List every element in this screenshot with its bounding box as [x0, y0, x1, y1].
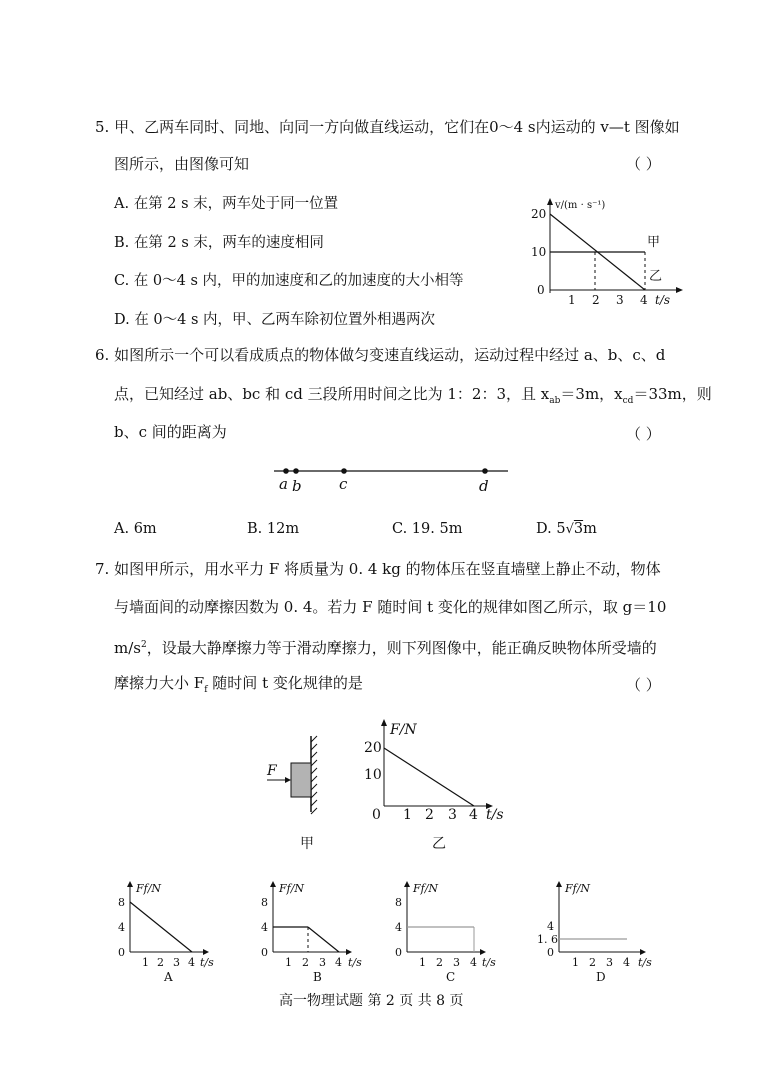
q5-ytick-20: 20: [531, 207, 547, 221]
q5-xtick-2: 2: [592, 293, 600, 307]
q7-b-xtick-4: 4: [335, 956, 342, 969]
q7-choice-d-graph[interactable]: [535, 878, 660, 968]
q7-yi-ytick-10: 10: [364, 767, 382, 783]
q5-xtick-3: 3: [616, 293, 624, 307]
q7-b-xlabel: t/s: [348, 956, 362, 969]
q7-b-xtick-3: 3: [319, 956, 326, 969]
q5-stem-line1: 5. 甲、乙两车同时、同地、向同一方向做直线运动，它们在0～4 s内运动的 v—t 图像如: [95, 118, 680, 136]
q7-a-xtick-1: 1: [142, 956, 149, 969]
q7-a-xlabel: t/s: [200, 956, 214, 969]
q7-c-xtick-2: 2: [436, 956, 443, 969]
q7-yi-ylabel: F/N: [390, 722, 417, 738]
q5-label-yi: 乙: [649, 269, 663, 284]
q7-caption-a: A: [164, 970, 173, 984]
q7-caption-jia: 甲: [300, 836, 314, 852]
q6-label-c: c: [339, 475, 348, 493]
q7-choice-a-graph[interactable]: [114, 878, 224, 968]
q7-yi-xtick-1: 1: [403, 807, 412, 823]
q7-caption-d: D: [596, 970, 606, 984]
q7-d-xtick-3: 3: [606, 956, 613, 969]
q7-stem-line3: [114, 636, 657, 657]
q7-b-ytick-8: 8: [261, 896, 268, 909]
q7-fig-jia: [265, 736, 335, 816]
q7-stem-line1: 7. 如图甲所示，用水平力 F 将质量为 0. 4 kg 的物体压在竖直墙壁上静止不动，物体: [95, 560, 661, 578]
q5-stem-line2: 图所示，由图像可知: [114, 155, 250, 173]
q7-force-label: F: [267, 763, 277, 779]
q5-option-d[interactable]: D. 在 0～4 s 内，甲、乙两车除初位置外相遇两次: [114, 312, 436, 328]
q7-yi-xtick-3: 3: [448, 807, 457, 823]
q5-ytick-0: 0: [537, 283, 545, 297]
q7-caption-b: B: [313, 970, 322, 984]
q7-c-ytick-4: 4: [395, 921, 402, 934]
q7-block: [291, 763, 311, 797]
q6-label-d: d: [479, 477, 489, 495]
q6-line-diagram: [272, 460, 512, 500]
q7-choice-c-graph[interactable]: [391, 878, 501, 968]
q7-d-xtick-4: 4: [623, 956, 630, 969]
q7-d-ylabel: Ff/N: [565, 882, 591, 895]
q7-c-ylabel: Ff/N: [413, 882, 439, 895]
q7-caption-c: C: [446, 970, 456, 984]
q7-b-ytick-4: 4: [261, 921, 268, 934]
q7-a-ytick-4: 4: [118, 921, 125, 934]
q7-yi-xtick-4: 4: [469, 807, 478, 823]
q6-option-d-coef: D. 5: [536, 521, 566, 537]
q7-fig-yi: [360, 718, 510, 828]
q6-label-a: a: [279, 475, 288, 493]
q7-stem-line2: 与墙面间的动摩擦因数为 0. 4。若力 F 随时间 t 变化的规律如图乙所示，取 g＝10: [114, 598, 667, 616]
q7-line4-start: 摩擦力大小 F: [114, 674, 205, 692]
q6-stem-line1: 6. 如图所示一个可以看成质点的物体做匀变速直线运动，运动过程中经过 a、b、c、d: [95, 346, 666, 364]
q7-yi-xlabel: t/s: [486, 807, 504, 823]
q6-line2-mid: ＝3m，x: [560, 385, 623, 403]
q7-a-ytick-0: 0: [118, 946, 125, 959]
q7-line3-rest: ，设最大静摩擦力等于滑动摩擦力，则下列图像中，能正确反映物体所受墙的: [146, 639, 657, 657]
q7-c-xtick-1: 1: [419, 956, 426, 969]
q5-ylabel: v/(m · s⁻¹): [555, 200, 606, 211]
q7-d-xtick-2: 2: [589, 956, 596, 969]
q6-sub-ab: ab: [549, 396, 561, 406]
q7-d-ytick-1-6: 1. 6: [537, 933, 558, 946]
q7-unit: m/s: [114, 639, 141, 657]
q7-choice-b-graph[interactable]: [257, 878, 367, 968]
page-footer: 高一物理试题 第 2 页 共 8 页: [279, 993, 464, 1009]
q6-point-a: [283, 468, 289, 474]
q7-a-xtick-4: 4: [188, 956, 195, 969]
q5-option-a[interactable]: A. 在第 2 s 末，两车处于同一位置: [114, 196, 339, 212]
q6-line2-end: ＝33m，则: [633, 385, 712, 403]
q7-b-ytick-0: 0: [261, 946, 268, 959]
q7-d-xlabel: t/s: [638, 956, 652, 969]
q5-ytick-10: 10: [531, 245, 547, 259]
q7-b-xtick-2: 2: [302, 956, 309, 969]
q6-label-b: b: [292, 477, 302, 495]
q7-unit-sup: 2: [140, 640, 147, 650]
q7-yi-line: [384, 748, 474, 806]
q7-yi-xtick-2: 2: [425, 807, 434, 823]
q6-stem-line2: [114, 385, 712, 410]
q7-b-xtick-1: 1: [285, 956, 292, 969]
q7-a-xtick-2: 2: [157, 956, 164, 969]
q7-caption-yi: 乙: [432, 836, 446, 852]
q7-c-xlabel: t/s: [482, 956, 496, 969]
q7-c-xtick-3: 3: [453, 956, 460, 969]
q5-xtick-4: 4: [640, 293, 648, 307]
q5-xlabel: t/s: [655, 293, 671, 307]
q7-stem-line4: [114, 674, 363, 699]
q7-line4-rest: 随时间 t 变化规律的是: [207, 674, 363, 692]
q6-line2-start: 点，已知经过 ab、bc 和 cd 三段所用时间之比为 1：2：3，且 x: [114, 385, 550, 403]
q6-option-c[interactable]: C. 19. 5m: [392, 521, 463, 537]
q6-answer-paren: （ ）: [626, 425, 661, 443]
q6-option-d-root: 3: [573, 521, 584, 537]
q7-line4-sub: f: [204, 685, 208, 695]
q7-a-ytick-8: 8: [118, 896, 125, 909]
q7-d-ytick-0: 0: [547, 946, 554, 959]
q6-option-a[interactable]: A. 6m: [114, 521, 157, 537]
q5-xtick-1: 1: [568, 293, 576, 307]
q6-option-d-unit: m: [583, 521, 597, 537]
q6-option-d[interactable]: D. 5√3m: [536, 521, 597, 537]
q7-d-ytick-4: 4: [547, 920, 554, 933]
q7-c-xtick-4: 4: [470, 956, 477, 969]
q7-b-ylabel: Ff/N: [279, 882, 305, 895]
q7-a-xtick-3: 3: [173, 956, 180, 969]
q5-answer-paren: （ ）: [626, 155, 661, 173]
q6-point-d: [482, 468, 488, 474]
q7-a-ylabel: Ff/N: [136, 882, 162, 895]
q5-option-b[interactable]: B. 在第 2 s 末，两车的速度相同: [114, 235, 324, 251]
q5-option-c[interactable]: C. 在 0～4 s 内，甲的加速度和乙的加速度的大小相等: [114, 273, 464, 289]
q7-answer-paren: （ ）: [626, 676, 661, 694]
q7-c-ytick-8: 8: [395, 896, 402, 909]
q6-stem-line3: b、c 间的距离为: [114, 423, 227, 441]
q6-point-c: [341, 468, 347, 474]
q7-d-xtick-1: 1: [572, 956, 579, 969]
q7-yi-ytick-20: 20: [364, 740, 382, 756]
q6-sub-cd: cd: [622, 396, 634, 406]
q5-label-jia: 甲: [647, 235, 661, 250]
q6-option-b[interactable]: B. 12m: [247, 521, 300, 537]
q6-point-b: [293, 468, 299, 474]
q7-c-ytick-0: 0: [395, 946, 402, 959]
q7-yi-ytick-0: 0: [372, 807, 381, 823]
q5-vt-graph: [515, 198, 685, 308]
